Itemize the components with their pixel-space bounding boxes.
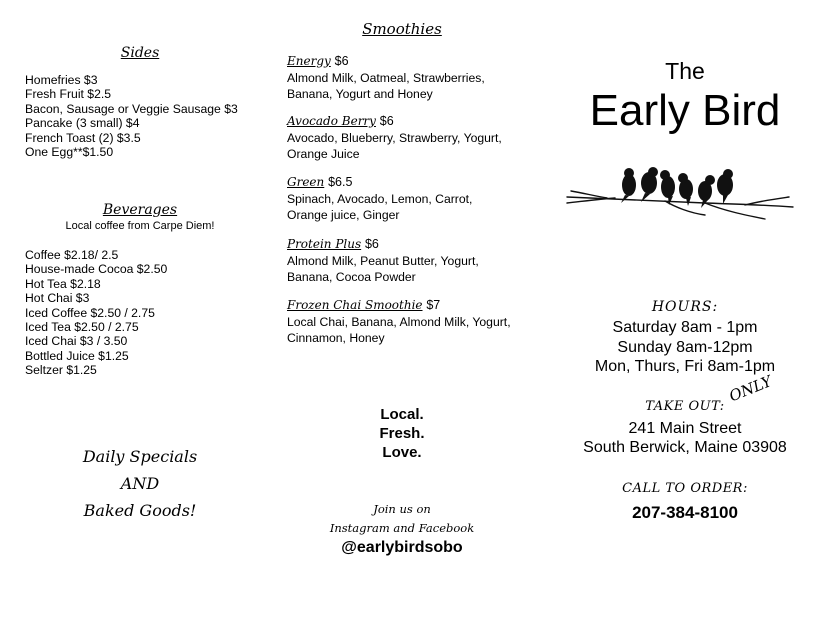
- hours-list: [560, 318, 810, 377]
- social-handle: @earlybirdsobo: [341, 539, 463, 556]
- hours-line: Saturday 8am - 1pm: [612, 319, 758, 336]
- smoothie-name: Frozen Chai Smoothie: [287, 298, 423, 312]
- address-street: 241 Main Street: [628, 420, 742, 437]
- hours-label: HOURS:: [651, 299, 719, 315]
- sides-heading: Sides: [120, 45, 160, 61]
- only-note: ONLY: [726, 372, 775, 406]
- smoothie-price: $6.5: [328, 175, 353, 189]
- tagline-line: Local.: [380, 406, 424, 423]
- list-item: Coffee $2.18/ 2.5: [25, 248, 119, 262]
- brand-name: Early Bird: [589, 86, 781, 135]
- birds-on-branch-icon: [565, 163, 795, 223]
- daily-specials: [45, 443, 235, 524]
- hours-line: Sunday 8am-12pm: [617, 338, 753, 356]
- list-item: Pancake (3 small) $4: [25, 116, 140, 131]
- beverages-subheading: Local coffee from Carpe Diem!: [65, 220, 215, 232]
- list-item: Hot Tea $2.18: [25, 276, 101, 291]
- list-item: Hot Chai $3: [25, 291, 90, 306]
- smoothie-item: [287, 237, 547, 285]
- smoothie-name: Energy: [287, 54, 331, 68]
- smoothie-price: $6: [379, 114, 394, 128]
- smoothie-name: Green: [287, 175, 325, 189]
- smoothie-price: $6: [364, 237, 379, 251]
- specials-line: Daily Specials: [82, 447, 198, 466]
- social-line: Instagram and Facebook: [329, 521, 475, 535]
- tagline: [307, 405, 497, 462]
- smoothies-heading: Smoothies: [362, 20, 442, 38]
- address-city: South Berwick, Maine 03908: [583, 439, 787, 456]
- list-item: Bottled Juice $1.25: [25, 348, 129, 363]
- list-item: Bacon, Sausage or Veggie Sausage $3: [25, 101, 238, 116]
- list-item: Homefries $3: [25, 73, 98, 87]
- smoothie-ingredients: Avocado, Blueberry, Strawberry, Yogurt,: [287, 131, 502, 145]
- smoothie-name: Protein Plus: [287, 237, 362, 251]
- list-item: House-made Cocoa $2.50: [25, 262, 168, 277]
- smoothie-ingredients: Orange juice, Ginger: [287, 207, 400, 222]
- smoothie-item: [287, 298, 547, 346]
- order-label: CALL TO ORDER:: [622, 481, 748, 496]
- tagline-line: Love.: [382, 444, 422, 461]
- smoothie-price: $6: [334, 54, 349, 68]
- address: [560, 419, 810, 457]
- brand-the: The: [665, 58, 705, 84]
- smoothie-ingredients: Almond Milk, Peanut Butter, Yogurt,: [287, 254, 479, 268]
- smoothie-ingredients: Local Chai, Banana, Almond Milk, Yogurt,: [287, 315, 511, 329]
- smoothie-item: [287, 54, 547, 102]
- smoothie-ingredients: Spinach, Avocado, Lemon, Carrot,: [287, 192, 473, 206]
- smoothie-name: Avocado Berry: [287, 114, 376, 128]
- list-item: French Toast (2) $3.5: [25, 130, 141, 145]
- specials-line: Baked Goods!: [83, 501, 197, 520]
- smoothie-item: [287, 175, 547, 223]
- smoothie-ingredients: Banana, Yogurt and Honey: [287, 86, 433, 101]
- smoothie-ingredients: Almond Milk, Oatmeal, Strawberries,: [287, 71, 485, 85]
- takeout-label: TAKE OUT:: [645, 399, 725, 414]
- social-line: Join us on: [373, 502, 431, 516]
- smoothie-price: $7: [426, 298, 441, 312]
- smoothie-ingredients: Orange Juice: [287, 146, 360, 161]
- smoothie-ingredients: Cinnamon, Honey: [287, 330, 385, 345]
- list-item: Iced Tea $2.50 / 2.75: [25, 320, 139, 335]
- beverages-heading: Beverages: [102, 202, 178, 218]
- list-item: One Egg**$1.50: [25, 145, 114, 160]
- list-item: Seltzer $1.25: [25, 363, 97, 378]
- beverages-list: [25, 248, 167, 378]
- hours-line: Mon, Thurs, Fri 8am-1pm: [594, 358, 776, 375]
- list-item: Iced Coffee $2.50 / 2.75: [25, 305, 155, 320]
- social-invite: [307, 500, 497, 538]
- sides-list: [25, 73, 238, 159]
- list-item: Fresh Fruit $2.5: [25, 87, 112, 102]
- list-item: Iced Chai $3 / 3.50: [25, 334, 128, 349]
- tagline-line: Fresh.: [379, 425, 425, 442]
- smoothie-item: [287, 114, 547, 162]
- smoothie-ingredients: Banana, Cocoa Powder: [287, 269, 416, 284]
- specials-line: AND: [120, 474, 160, 493]
- phone-number: 207-384-8100: [632, 503, 738, 522]
